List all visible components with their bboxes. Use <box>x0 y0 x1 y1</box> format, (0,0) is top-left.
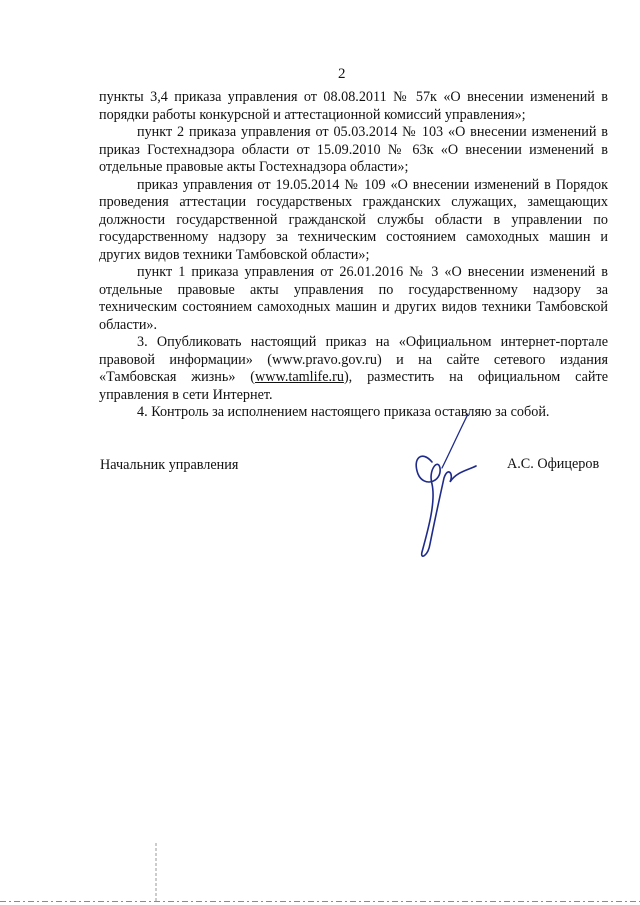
signer-name: А.С. Офицеров <box>507 456 600 472</box>
publish-paragraph <box>99 334 608 404</box>
paragraph-item-3: приказ управления от 19.05.2014 № 109 «О внесении изменений в Порядок проведения аттестации государственых гражданских служащих, замещающих должности государственной гражданской службы области в управлении по государственному надзору за техническим состоянием самоходных машин и других видов техники Тамбовской области»; <box>99 176 608 263</box>
tamlife-link[interactable]: www.tamlife.ru <box>255 369 344 385</box>
signer-title: Начальник управления <box>100 457 239 473</box>
publish-text-before: 3. Опубликовать настоящий приказ на «Официальном интернет-портале правовой информации» (www.pravo.gov.ru) и на сайте сетевого издания «Тамбовская жизнь» ( <box>99 334 608 385</box>
paragraph-item-2: пункт 2 приказа управления от 05.03.2014 № 103 «О внесении изменений в приказ Гостехнадзора области от 15.09.2010 № 63к «О внесении изменений в отдельные правовые акты Гостехнадзора области»; <box>99 124 608 175</box>
control-paragraph: 4. Контроль за исполнением настоящего приказа оставляю за собой. <box>137 404 550 420</box>
scan-edge <box>0 900 640 903</box>
signature-image <box>398 412 478 562</box>
page-number: 2 <box>338 66 346 82</box>
scan-mark <box>155 843 157 901</box>
paragraph-item-4: пункт 1 приказа управления от 26.01.2016 № 3 «О внесении изменений в отдельные правовые акты управления по государственному надзору за техническим состоянием самоходных машин и других видов техники Тамбовской области». <box>99 264 608 333</box>
document-body <box>99 89 608 422</box>
paragraph-item-1: пункты 3,4 приказа управления от 08.08.2011 № 57к «О внесении изменений в порядки работы конкурсной и аттестационной комиссий управления»; <box>99 89 608 123</box>
publish-text-after: ), разместить на официальном сайте управления в сети Интернет. <box>99 369 608 403</box>
